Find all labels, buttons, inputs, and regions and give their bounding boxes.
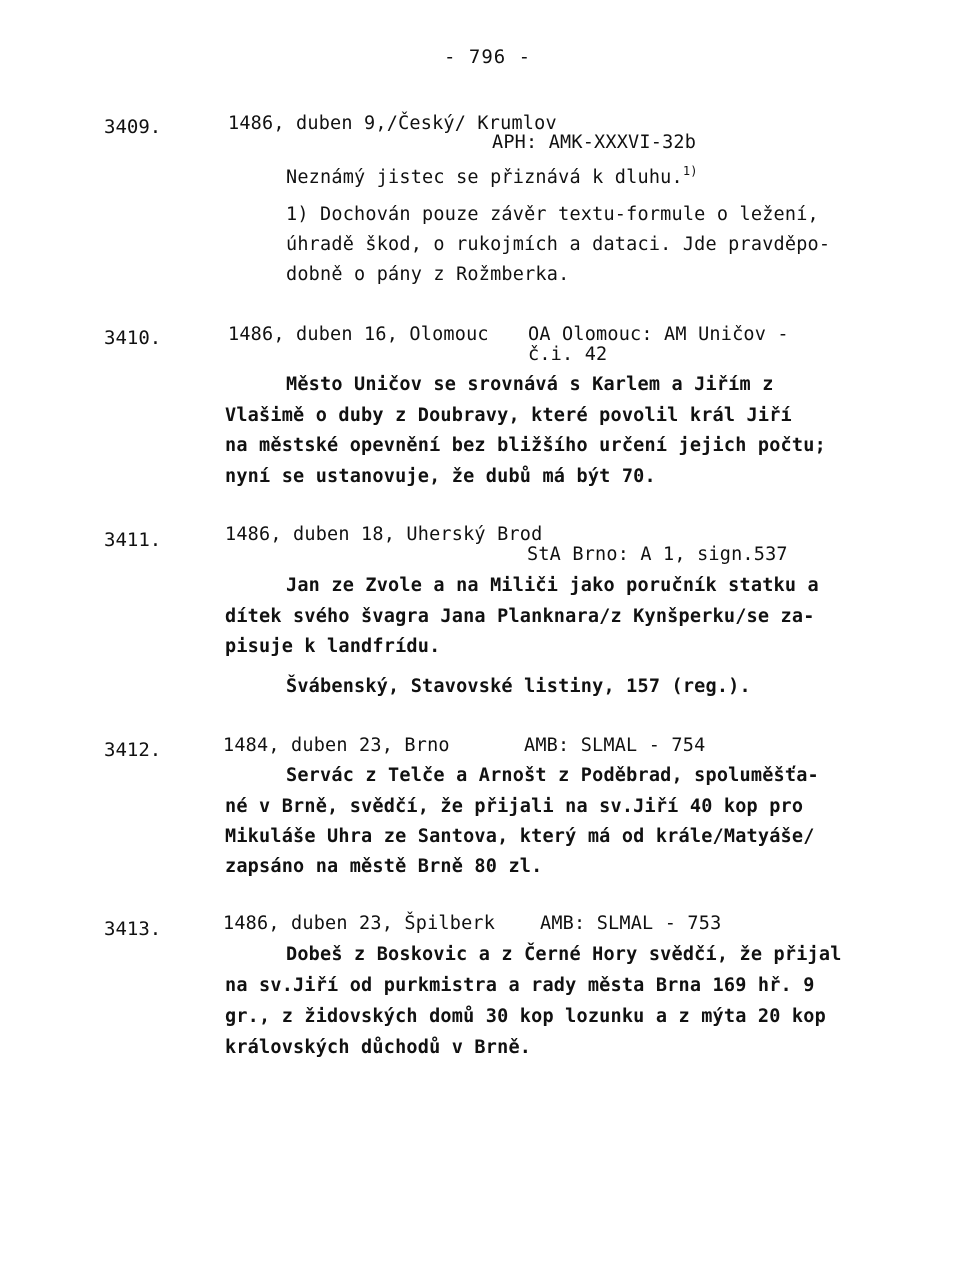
entry-text-line: Servác z Telče a Arnošt z Poděbrad, spoluměšťa- (286, 765, 819, 786)
archive-signature-cont: č.i. 42 (528, 344, 608, 365)
archive-signature: APH: AMK-XXXVI-32b (492, 132, 697, 153)
entry-number: 3409. (104, 116, 162, 138)
entry-text-line: Neznámý jistec se přiznává k dluhu.$^{1)}$ (286, 164, 698, 188)
footnote-line: 1) Dochován pouze závěr textu-formule o ležení, (286, 204, 819, 225)
archive-signature: OA Olomouc: AM Uničov - (528, 324, 789, 345)
entry-text-line: né v Brně, svědčí, že přijali na sv.Jiří 40 kop pro (225, 796, 804, 817)
entry-text-line: královských důchodů v Brně. (225, 1037, 532, 1058)
entry-text-line: Dobeš z Boskovic a z Černé Hory svědčí, že přijal (286, 944, 842, 965)
entry-header: 1484, duben 23, Brno (223, 735, 450, 756)
entry-number: 3412. (104, 739, 162, 761)
footnote-line: úhradě škod, o rukojmích a dataci. Jde pravděpo- (286, 234, 831, 255)
footnote-line: dobně o pány z Rožmberka. (286, 264, 570, 285)
entry-header: 1486, duben 16, Olomouc (228, 324, 489, 345)
entry-text-line: dítek svého švagra Jana Planknara/z Kynšperku/se za- (225, 606, 815, 627)
entry-text-line: Mikuláše Uhra ze Santova, který má od krále/Matyáše/ (225, 826, 815, 847)
entry-number: 3411. (104, 529, 162, 551)
entry-text-line: na městské opevnění bez bližšího určení jejich počtu; (225, 435, 826, 456)
entry-number: 3410. (104, 327, 162, 349)
entry-text-line: pisuje k landfrídu. (225, 636, 441, 657)
entry-text-line: Město Uničov se srovnává s Karlem a Jiřím z (286, 374, 774, 395)
footnote-mark: 1) (682, 164, 698, 178)
archive-signature: AMB: SLMAL - 753 (540, 913, 722, 934)
reference-line: Švábenský, Stavovské listiny, 157 (reg.). (286, 676, 751, 697)
entry-text-line: na sv.Jiří od purkmistra a rady města Brna 169 hř. 9 (225, 975, 815, 996)
entry-text-line: Jan ze Zvole a na Miliči jako poručník statku a (286, 575, 819, 596)
archive-signature: StA Brno: A 1, sign.537 (527, 544, 788, 565)
page-number: - 796 - (444, 46, 532, 68)
entry-text-line: gr., z židovských domů 30 kop lozunku a z mýta 20 kop (225, 1006, 826, 1027)
entry-text-line: nyní se ustanovuje, že dubů má být 70. (225, 466, 656, 487)
entry-header: 1486, duben 18, Uherský Brod (225, 524, 543, 545)
entry-header: 1486, duben 9,/Český/ Krumlov (228, 113, 557, 134)
archive-signature: AMB: SLMAL - 754 (524, 735, 706, 756)
entry-number: 3413. (104, 918, 162, 940)
entry-header: 1486, duben 23, Špilberk (223, 913, 496, 934)
entry-text-line: zapsáno na městě Brně 80 zl. (225, 856, 543, 877)
entry-text-line: Vlašimě o duby z Doubravy, které povolil král Jiří (225, 405, 792, 426)
